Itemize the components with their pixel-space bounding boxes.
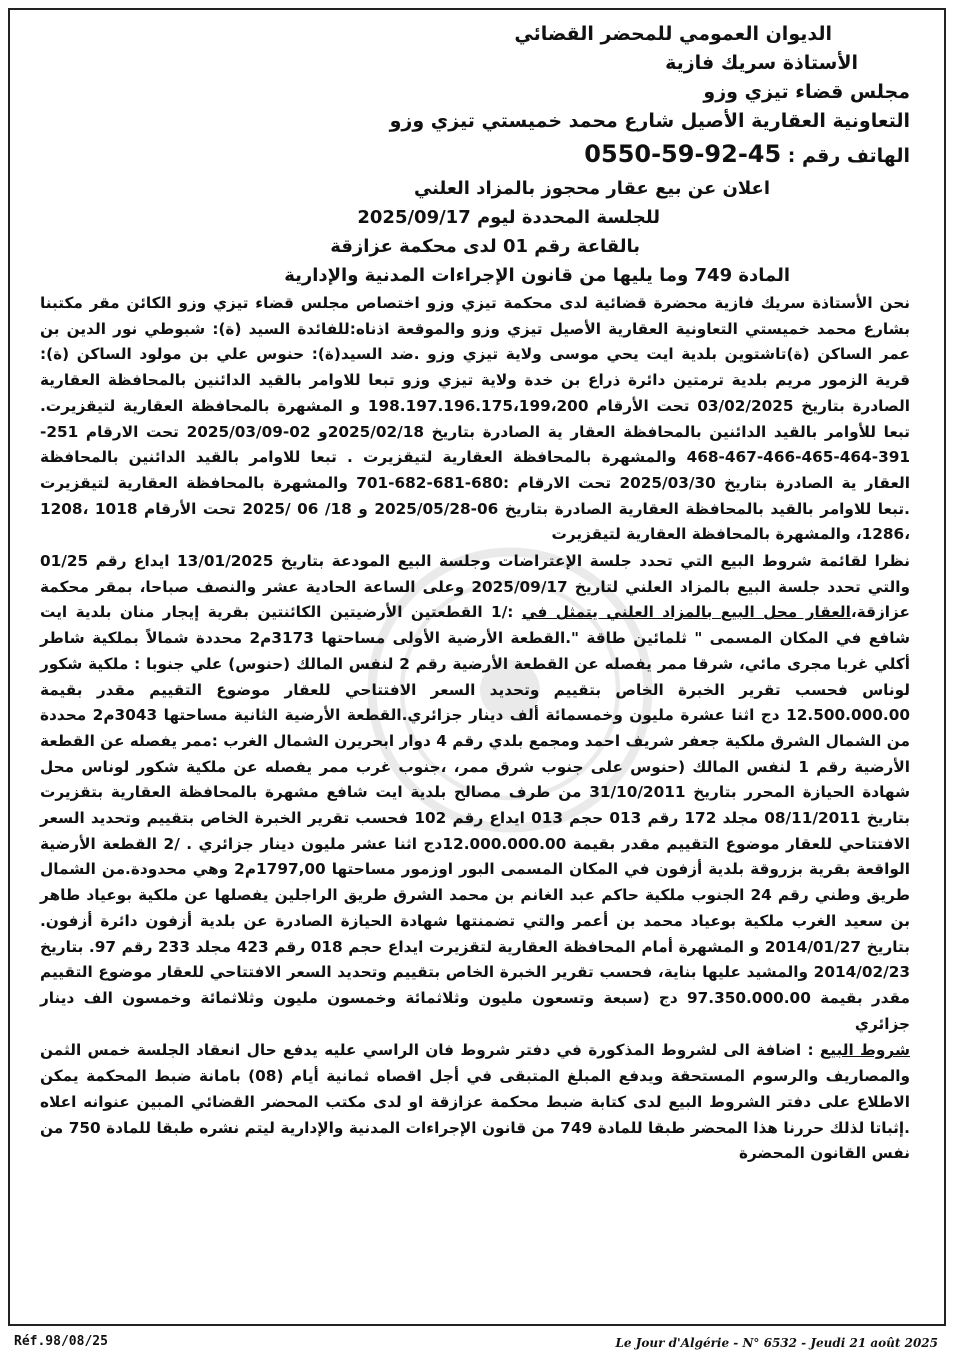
announcement-title: اعلان عن بيع عقار محجوز بالمزاد العلني bbox=[413, 178, 770, 199]
office-name: الديوان العمومي للمحضر القضائي bbox=[514, 23, 832, 45]
property-intro: نظرا لقائمة شروط البيع التي تحدد جلسة الإعتراضات وجلسة البيع المودعة بتاريخ 13/01/2025 ايداع رقم 01/25 والتي تحدد جلسة البيع بالمزاد العلني لتاريخ 2025/09/17 وعلى الساعة الحادية عشر والنصف صباحا، بمقر محكمة عزازقة، bbox=[40, 552, 911, 622]
publication-info: Le Jour d'Algérie - N° 6532 - Jeudi 21 août 2025 bbox=[615, 1336, 938, 1350]
paragraph-property bbox=[40, 549, 910, 1037]
reference-number: Réf.98/08/25 bbox=[14, 1334, 108, 1349]
bailiff-name: الأستاذة سريك فازية bbox=[665, 52, 858, 74]
property-heading: العقار محل البيع بالمزاد العلني يتمثل في bbox=[521, 603, 851, 622]
legal-article: المادة 749 وما يليها من قانون الإجراءات المدنية والإدارية bbox=[284, 265, 790, 286]
hall-line: بالقاعة رقم 01 لدى محكمة عزازقة bbox=[330, 236, 640, 257]
conditions-heading: شروط البيع bbox=[819, 1041, 910, 1060]
phone-label: الهاتف رقم : bbox=[787, 145, 910, 167]
office-address: التعاونية العقارية الأصيل شارع محمد خميستي تيزي وزو bbox=[389, 110, 910, 132]
property-details: :/1 القطعتين الأرضيتين الكائنتين بقرية إيجار منان بلدية ايت شافع في المكان المسمى " ثلمائين طاقة ".القطعة الأرضية الأولى مساحتها 3173م2 محددة شمالاً بملكية شاطر أكلي غربا مجرى مائي، شرقا ممر يفصله عن القطعة الأرضية رقم 2 لنفس المالك (حنوس) علي جنوبا : ملكية شكور لوناس فحسب تقرير الخبرة الخاص بتقييم وتحديد السعر الافتتاحي للعقار موضوع التقييم مقدر بقيمة 12.500.000.00 دج اثنا عشرة مليون وخمسمائة ألف دينار جزائري.القطعة الأرضية الثانية مساحتها 3043م2 محددة من الشمال الشرق ملكية جعفر شريف احمد ومجمع بلدي رقم 4 دوار ابحريرن الشمال الغرب :ممر يفصله عن القطعة الأرضية رقم 1 لنفس المالك (حنوس على جنوب شرق ممر، ،جنوب غرب ممر يفصله عن ملكية شكور لوناس محل شهادة الحيازة المحرر بتاريخ 31/10/2011 من طرف مصالح بلدية ايت شافع مشهرة بالمحافظة العقارية بتقزيرت بتاريخ 08/11/2011 مجلد 172 رقم 013 حجم 013 ايداع رقم 102 فحسب تقرير الخبرة الخاص بتقييم وتحديد السعر الافتتاحي للعقار موضوع التقييم مقدر بقيمة 12.000.000.00دج اثنا عشر مليون دينار جزائري . /2 القطعة الأرضية الواقعة بقرية بزروقة بلدية أزفون في المكان المسمى البور اوزمور مساحتها 1797,00م2 وهي محدودة.من الشمال طريق وطني رقم 24 الجنوب ملكية حاكم عبد الغانم بن محمد الشرق طريق الراجلين يفصلها عن ملكية بوعياد طاهر بن سعيد الغرب ملكية بوعياد محمد بن أعمر والتي تضمنتها شهادة الحيازة الصادرة عن بلدية أزفون دائرة أزفون. بتاريخ 2014/01/27 و المشهرة أمام المحافظة العقارية لتقزيرت ايداع حجم 018 رقم 423 مجلد 233 رقم 97. بتاريخ 2014/02/23 والمشيد عليها بناية، فحسب تقرير الخبرة الخاص بتقييم وتحديد السعر الافتتاحي للعقار موضوع التقييم مقدر بقيمة 97.350.000.00 دج (سبعة وتسعون مليون وثلاثمائة وخمسون مليون وثلاثمائة وخمسون الف دينار جزائري bbox=[40, 603, 911, 1033]
phone-line bbox=[40, 136, 910, 174]
court-council: مجلس قضاء تيزي وزو bbox=[703, 81, 910, 103]
phone-number: 0550-59-92-45 bbox=[584, 140, 782, 168]
paragraph-parties: نحن الأستاذة سريك فازية محضرة قضائية لدى محكمة تيزي وزو اختصاص مجلس قضاء تيزي وزو الكائن مقر مكتبنا بشارع محمد خميستي التعاونية العقارية الأصيل تيزي وزو والموقعة اذناه:للفائدة السيد (ة): شبوطي نور الدين بن عمر الساكن (ة)تاشتوين بلدية ايت يحي موسى ولاية تيزي وزو .ضد السيد(ة): حنوس علي بن مولود الساكن (ة): قرية الزمور مريم بلدية ترمتين دائرة ذراع بن خدة ولاية تيزي وزو تبعا للاوامر بالقيد الدائنين بالمحافظة العقارية الصادرة بتاريخ 03/02/2025 تحت الأرقام 198.197.196.175،199،200 و المشهرة بالمحافظة العقارية لتيقزيرت. تبعا للأوامر بالقيد الدائنين بالمحافظة العقار ية الصادرة بتاريخ 2025/02/18و 02-2025/03/09 تحت الارقام 251-391-464-465-466-467-468 والمشهرة بالمحافظة العقارية لتيقزيرت . تبعا للاوامر بالقيد الدائنين بالمحافظة العقار ية الصادرة بتاريخ 2025/03/30 تحت الارقام :680-681-682-701 والمشهرة بالمحافظة العقارية لتيقزيرت .تبعا للاوامر بالقيد بالمحافظة العقارية الصادرة بتاريخ 06-2025/05/28 و 18/ 06 /2025 تحت الأرقام 1018 ،1208 ،1286، والمشهرة بالمحافظة العقارية لتيقزيرت bbox=[40, 294, 910, 544]
notice-content bbox=[40, 20, 910, 1167]
session-date: للجلسة المحددة ليوم 2025/09/17 bbox=[357, 207, 660, 228]
paragraph-conditions bbox=[40, 1038, 910, 1167]
conditions-text: : اضافة الى لشروط المذكورة في دفتر شروط فان الراسي عليه يدفع حال انعقاد الجلسة خمس الثمن والمصاريف والرسوم المستحقة ويدفع المبلغ المتبقى في أجل اقصاه ثمانية أيام (08) بامانة ضبط المحكمة يمكن الاطلاع على دفتر الشروط البيع لدى كتابة ضبط محكمة عزازقة او لدى مكتب المحضر القضائي المبين عنوانه اعلاه .إثباتا لذلك حررنا هذا المحضر طبقا للمادة 749 من قانون الإجراءات المدنية والإدارية ليتم نشره طبقا للمادة 750 من نفس القانون المحضرة bbox=[40, 1041, 911, 1163]
